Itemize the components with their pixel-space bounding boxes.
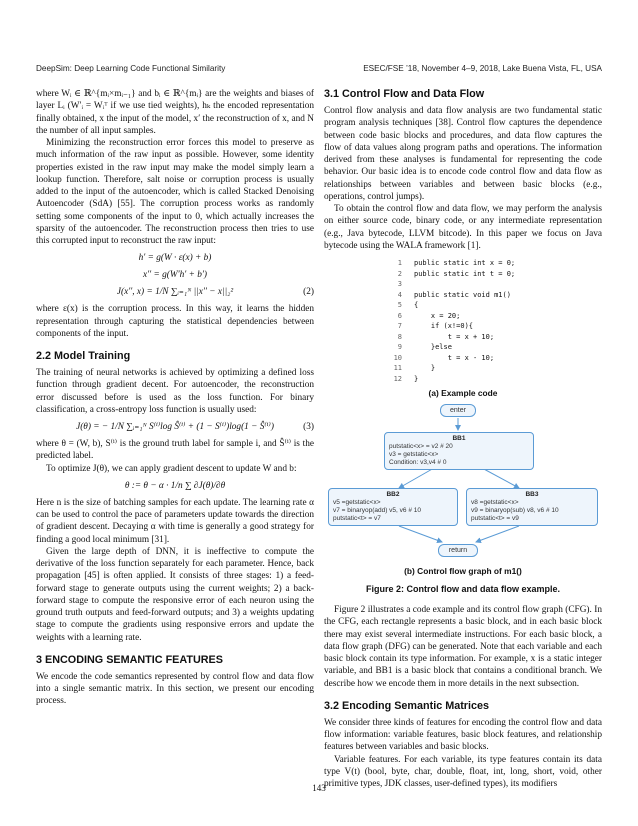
cfg-block-bb2: BB2 v5 =getstatic<x> v7 = binaryop(add) v5, v6 # 10 putstatic<t> = v7	[328, 488, 458, 526]
equation: x′′ = g(W′h′ + b′)	[142, 270, 208, 281]
code-line: 2 public static int t = 0;	[397, 269, 516, 278]
section-heading: 2.2 Model Training	[36, 350, 131, 362]
equation-3	[36, 421, 314, 433]
subfigure-caption: (a) Example code	[428, 388, 498, 398]
section-heading: 3 ENCODING SEMANTIC FEATURES	[36, 653, 223, 666]
paragraph: We consider three kinds of features for encoding the control flow and data flow information: variable features, basic block features, and relationship features between variables and basic blocks.	[324, 717, 602, 753]
equation: θ := θ − α · 1/n ∑ ∂J(θ)/∂θ	[124, 480, 226, 491]
code-line: 7 if (x!=0){	[397, 322, 474, 330]
cfg-block-bb3: BB3 v8 =getstatic<x> v9 = binaryop(sub) v8, v6 # 10 putstatic<t> = v9	[466, 488, 598, 526]
code-line: 6 x = 20;	[397, 311, 461, 320]
paragraph: To optimize J(θ), we can apply gradient descent to update W and b:	[46, 463, 297, 474]
paragraph: Variable features. For each variable, its type features contain its data type V(t) (bool, byte, char, double, float, int, long, short, void, other primitive types, JDK classes, user-defined types), its modifiers	[324, 754, 602, 789]
section-heading: 3.2 Encoding Semantic Matrices	[324, 699, 490, 712]
left-column	[36, 88, 314, 708]
paragraph: where θ = (W, b), S⁽ⁱ⁾ is the ground truth label for sample i, and Ŝ⁽ⁱ⁾ is the predicted label.	[36, 439, 314, 462]
equation-2	[36, 286, 314, 298]
code-line: 10 t = x - 10;	[393, 353, 495, 362]
equation-number: (3)	[303, 422, 314, 432]
paragraph: The training of neural networks is achieved by optimizing a defined loss function through gradient decent. For autoencoder, the reconstruction error discussed before is used as the loss function. For binary classification, a cross-entropy loss function is usually used:	[36, 368, 314, 415]
paragraph: Here n is the size of batching samples for each update. The learning rate α can be used to control the pace of parameters update towards the direction of gradient descent. Decaying α with time is generally a good strategy for finding a good local minimum [31].	[36, 497, 314, 545]
cfg-return-node: return	[438, 544, 478, 557]
equation: h′ = g(W · ε(x) + b)	[138, 253, 212, 264]
control-flow-graph	[324, 402, 602, 562]
code-line: 12 }	[393, 374, 419, 383]
code-line: 9 }else	[397, 343, 452, 351]
running-header	[36, 64, 602, 76]
paragraph: where Wᵢ ∈ ℝ^{mᵢ×mᵢ₋₁} and bᵢ ∈ ℝ^{mᵢ} are the weights and biases of layer Lᵢ (W′ᵢ = Wᵢᵀ if we use tied weights), hₖ the encoded representation finally obtained, x the input of the model, x′ the reconstruction of x, and N the number of all input samples.	[36, 89, 314, 136]
figure-caption: Figure 2: Control flow and data flow example.	[365, 584, 561, 594]
page-number: 143	[312, 783, 326, 793]
paragraph: where ε(x) is the corruption process. In this way, it learns the hidden representation through capturing the statistical dependencies between components of the input.	[36, 304, 314, 339]
header-title: DeepSim: Deep Learning Code Functional Similarity	[36, 64, 226, 73]
paragraph: Control flow analysis and data flow analysis are two fundamental static program analysis techniques [38]. Control flow captures the dependence between code basic blocks and procedures, and data flow captures the flow of data values along program paths and operations. The information derived from these analyses is fundamental for representing the code behavior. Our basic idea is to encode code control flow and data flow as relationships between variables and between basic blocks (e.g., operations, control jumps).	[324, 106, 602, 202]
equation-body: J(θ) = − 1/N ∑ᵢ₌₁ᴺ S⁽ⁱ⁾log Ŝ⁽ⁱ⁾ + (1 − S⁽ⁱ⁾)log(1 − Ŝ⁽ⁱ⁾)	[76, 422, 274, 432]
cfg-enter-node: enter	[440, 404, 476, 417]
code-line: 1 public static int x = 0;	[397, 259, 516, 267]
section-heading: 3.1 Control Flow and Data Flow	[324, 88, 485, 100]
code-line: 4 public static void m1()	[397, 290, 511, 299]
cfg-edges	[324, 402, 602, 562]
paragraph: Given the large depth of DNN, it is ineffective to compute the derivative of the loss function separately for each parameter. Hence, back propagation [45] is often applied. It consists of three stages: 1) a feed-forward stage to generate outputs using the current weights; 2) a back-forward stage to compute the responsive error of each neuron using the ground truth outputs and feed-forward outputs; and 3) a weights updating stage to compute the gradients using responsive errors and update the weights with a learning rate.	[36, 546, 314, 643]
cfg-block-bb1: BB1 putstatic<x> = v2 # 20 v3 = getstatic<x> Condition: v3,v4 # 0	[384, 432, 534, 470]
right-column	[324, 88, 602, 790]
paragraph: Figure 2 illustrates a code example and its control flow graph (CFG). In the CFG, each rectangle represents a basic block, and in each basic block there may exist several intermediate instructions. For each basic block, a data flow graph (DFG) can be generated. Note that each variable and each basic block contain its type information. For example, x is a static integer variable, and BB1 is a basic block that contains a conditional branch. We describe how we encode them in more details in the next subsection.	[324, 605, 602, 689]
equation-body: J(x′′, x) = 1/N ∑ᵢ₌₁ᴺ ||x′′ − x||₂²	[116, 287, 234, 298]
paragraph: To obtain the control flow and data flow, we may perform the analysis on either source code, binary code, or any intermediate representation (e.g., Java bytecode, LLVM bitcode). In this paper we focus on Java bytecode using the WALA framework [1].	[324, 204, 602, 251]
code-line: 3	[397, 280, 402, 288]
code-line: 11 }	[393, 364, 436, 372]
paragraph: Minimizing the reconstruction error forces this model to preserve as much information of the raw input as possible. However, some identity properties existed in the raw input may make the model simply learn a lookup function. Therefore, salt noise or corruption process is usually added to the input of the autoencoder, which is called Stacked Denoising Autoencoder (SdA) [55]. The corruption process works as randomly setting some components of the input to 0, which actually increases the sparsity of the autoencoder. The reconstruction process then tries to use this corrupted input to reconstruct the raw input:	[36, 138, 314, 246]
code-line: 5 {	[397, 301, 419, 309]
header-venue: ESEC/FSE ’18, November 4–9, 2018, Lake Buena Vista, FL, USA	[363, 64, 602, 73]
code-listing	[384, 258, 602, 384]
equation-number: (2)	[303, 287, 314, 298]
paragraph: We encode the code semantics represented by control flow and data flow into a single semantic matrix. In this section, we present our encoding process.	[36, 671, 314, 707]
code-line: 8 t = x + 10;	[397, 332, 495, 341]
subfigure-caption: (b) Control flow graph of m1()	[404, 566, 522, 576]
